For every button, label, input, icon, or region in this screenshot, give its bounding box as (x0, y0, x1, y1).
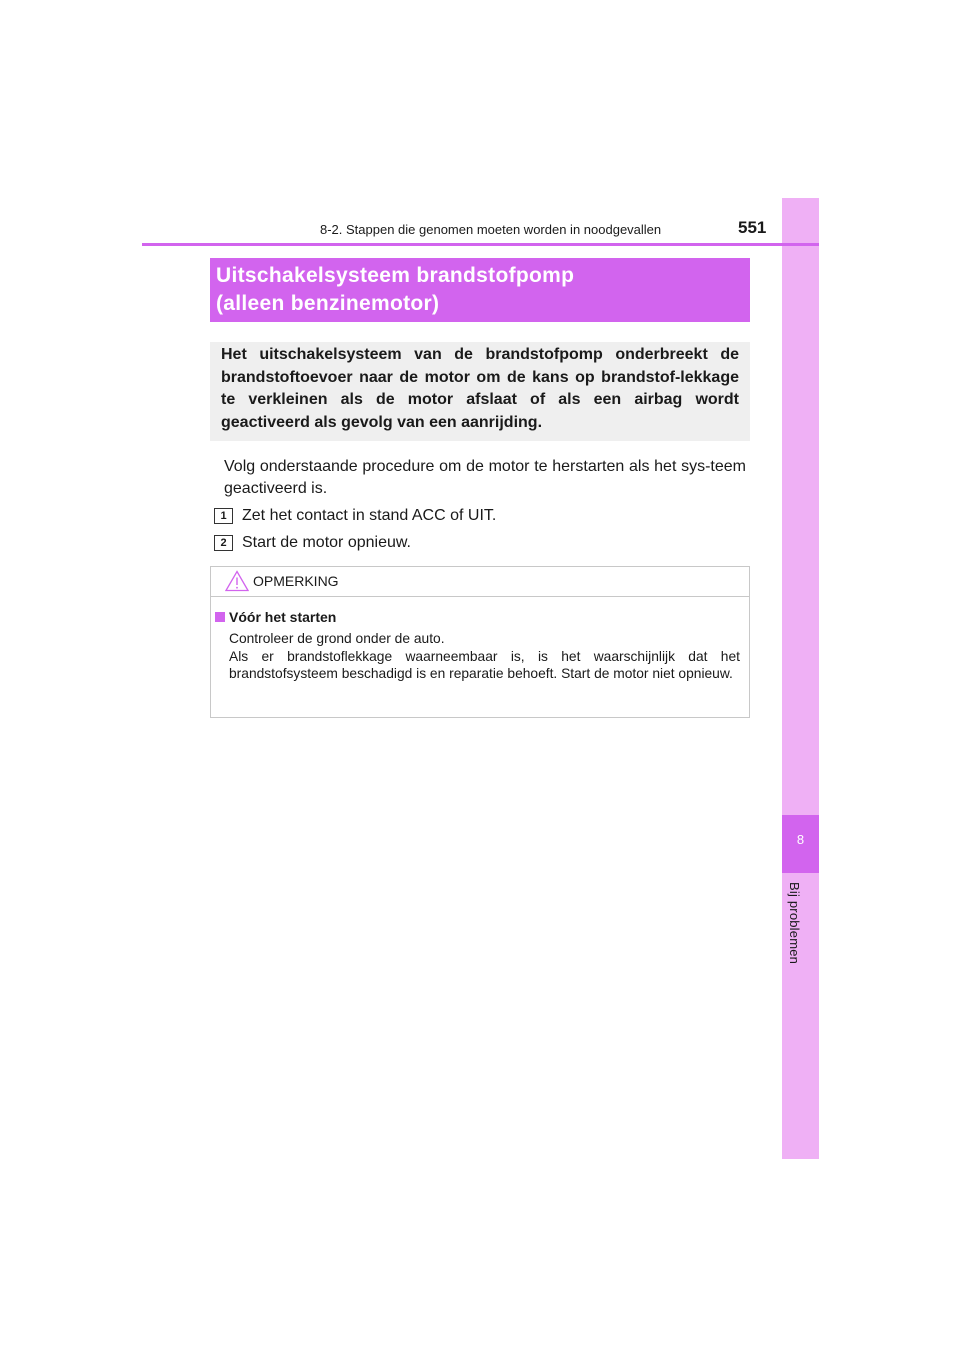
body-paragraph: Volg onderstaande procedure om de motor te herstarten als het sys-teem geactiveerd is. (224, 458, 746, 497)
notice-box (210, 566, 750, 718)
warning-icon (225, 570, 249, 592)
intro-text: Het uitschakelsysteem van de brandstofpomp onderbreekt de brandstoftoevoer naar de motor om de kans op brandstof-lekkage te verkleinen als de motor afslaat of als een airbag wordt geactiveerd als gevolg van een aanrijding. (221, 346, 739, 432)
section-title-banner (210, 258, 750, 322)
step-number-badge: 2 (214, 535, 233, 551)
notice-line-2: Als er brandstoflekkage waarneembaar is, is het waarschijnlijk dat het brandstofsysteem beschadigd is en reparatie behoeft. Start de motor niet opnieuw. (229, 648, 740, 681)
page-number: 551 (738, 218, 767, 237)
section-title-line-1: Uitschakelsysteem brandstofpomp (216, 264, 575, 287)
step-item (214, 533, 411, 553)
step-number-badge: 1 (214, 508, 233, 524)
intro-box (210, 342, 750, 441)
step-item (214, 506, 497, 526)
square-bullet-icon (215, 612, 225, 622)
notice-body (229, 630, 740, 683)
section-title-line-2: (alleen benzinemotor) (216, 292, 440, 315)
step-text: Zet het contact in stand ACC of UIT. (242, 507, 497, 524)
notice-line-1: Controleer de grond onder de auto. (229, 631, 445, 646)
header-divider (142, 243, 819, 246)
chapter-side-tab (782, 198, 819, 1159)
notice-title: OPMERKING (253, 573, 339, 589)
chapter-number: 8 (796, 832, 805, 847)
notice-subheading (215, 609, 336, 625)
section-reference: 8-2. Stappen die genomen moeten worden in noodgevallen (320, 222, 662, 237)
step-text: Start de motor opnieuw. (242, 534, 411, 551)
chapter-label: Bij problemen (787, 882, 802, 965)
notice-header (211, 567, 749, 597)
notice-subtitle: Vóór het starten (229, 609, 337, 625)
